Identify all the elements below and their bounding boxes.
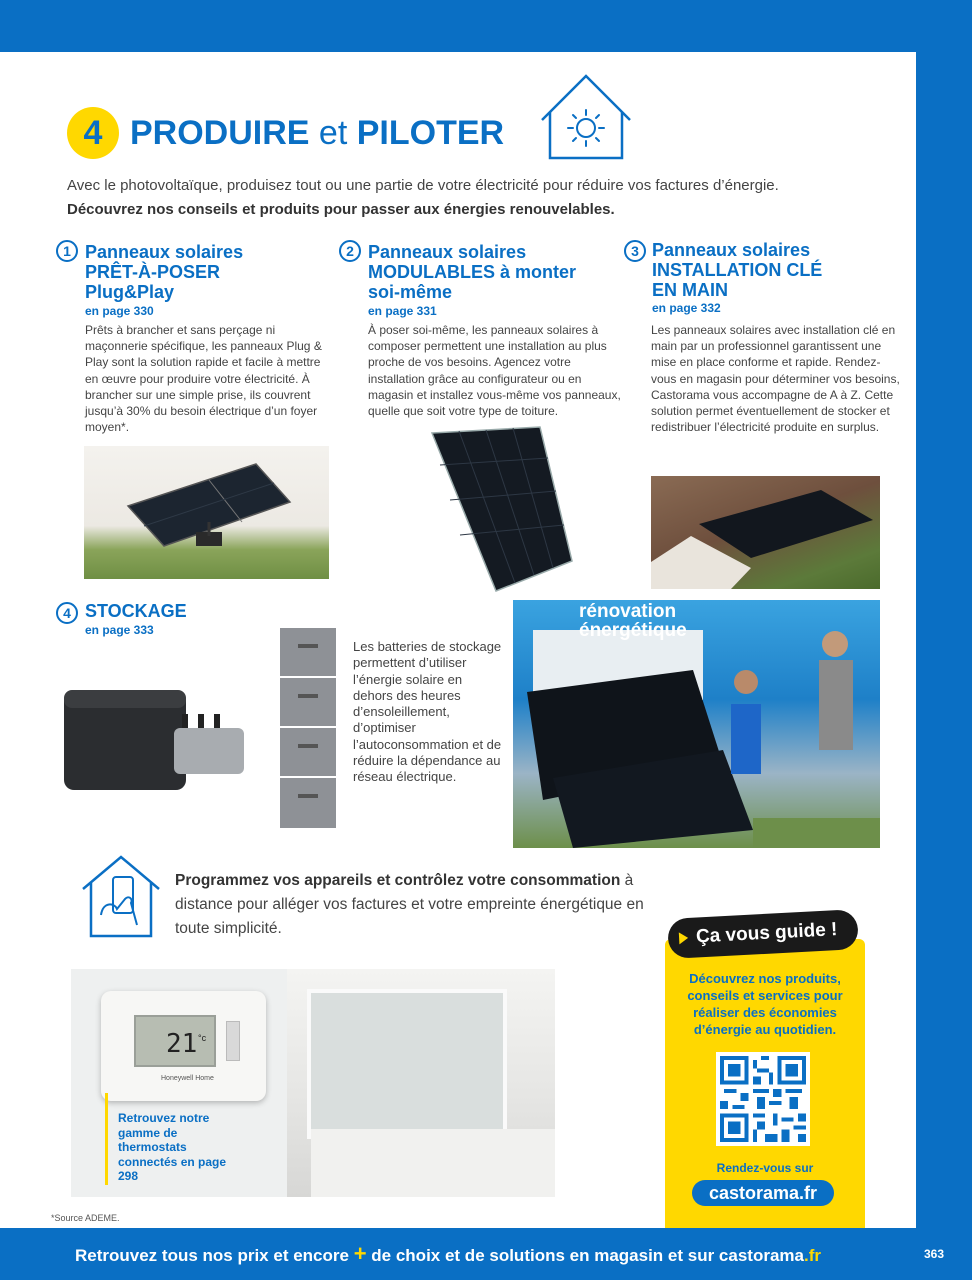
title-piloter: PILOTER bbox=[356, 114, 505, 152]
sofa bbox=[311, 1129, 555, 1197]
section-3-body: Les panneaux solaires avec installation clé en main par un professionnel garantissent une mise en place conforme et rapide. Rendez-vous en magasin pour déterminer vos besoins, Castorama vous accompagne de A à Z. Cette solution permet éventuellement de stocker et redistribuer l’électricité produite en surplus. bbox=[651, 323, 900, 435]
store-scene-illustration bbox=[513, 600, 880, 848]
section-1-page-ref: en page 330 bbox=[85, 304, 154, 318]
section-4-page-ref: en page 333 bbox=[85, 623, 154, 637]
page-number: 363 bbox=[924, 1247, 945, 1261]
thermostat-display: 21 °c bbox=[134, 1015, 216, 1067]
section-2-title: Panneaux solaires MODULABLES à monter soi-même bbox=[368, 242, 577, 302]
thermostat-buttons bbox=[226, 1021, 240, 1061]
qr-code[interactable] bbox=[716, 1052, 810, 1146]
roof-installation-photo bbox=[651, 476, 880, 589]
remote-control-bold: Programmez vos appareils et contrôlez votre consommation bbox=[175, 872, 621, 889]
section-3-page-ref: en page 332 bbox=[652, 301, 721, 315]
section-4-number: 4 bbox=[56, 602, 78, 624]
castorama-link[interactable]: castorama.fr bbox=[692, 1180, 834, 1206]
section-1-title: Panneaux solaires PRÊT-À-POSER Plug&Play bbox=[85, 242, 244, 302]
store-banner-text: rénovation énergétique bbox=[579, 601, 687, 641]
caption-yellow-line bbox=[105, 1093, 108, 1185]
roof-panels-illustration bbox=[651, 476, 880, 589]
intro-bold: Découvrez nos conseils et produits pour passer aux énergies renouvelables. bbox=[67, 201, 615, 218]
title-produire: PRODUIRE bbox=[130, 114, 310, 152]
play-icon bbox=[679, 932, 689, 944]
section-4-title: STOCKAGE bbox=[85, 601, 187, 621]
section-2-body: À poser soi-même, les panneaux solaires à composer permettent une installation au plus proche de vos besoins. Agencez votre installation grâce au configurateur ou en magasin et installez vous-même vos panneaux, quelle que soit votre type de toiture. bbox=[368, 323, 621, 419]
section-3-number: 3 bbox=[624, 240, 646, 262]
plug-and-play-panel-photo bbox=[84, 446, 329, 579]
guide-cta: Rendez-vous sur bbox=[716, 1161, 814, 1175]
section-3-title: Panneaux solaires INSTALLATION CLÉ EN MAIN bbox=[652, 240, 823, 300]
section-1-number: 1 bbox=[56, 240, 78, 262]
page-title bbox=[130, 114, 504, 153]
qr-code-icon bbox=[720, 1056, 806, 1142]
footer-text: Retrouvez tous nos prix et encore + de choix et de solutions en magasin et sur castorama.fr bbox=[75, 1241, 821, 1266]
section-2-number: 2 bbox=[339, 240, 361, 262]
store-advisor-photo bbox=[513, 600, 880, 848]
section-1-body: Prêts à brancher et sans perçage ni maçonnerie spécifique, les panneaux Plug & Play sont la solution rapide et facile à mettre en œuvre pour produire votre électricité. À brancher sur une simple prise, ils couvrent jusqu’à 30% du besoin électrique d’un foyer moyen*. bbox=[85, 323, 322, 435]
source-note: *Source ADEME. bbox=[51, 1213, 120, 1223]
intro-paragraph: Avec le photovoltaïque, produisez tout ou une partie de votre électricité pour réduire vos factures d’énergie. Découvrez nos conseils et produits pour passer aux énergies renouvelables. bbox=[67, 177, 779, 218]
thermostat-caption: Retrouvez notre gamme de thermostats connectés en page 298 bbox=[118, 1111, 227, 1183]
modular-solar-panel-illustration bbox=[420, 425, 576, 595]
step-number-badge: 4 bbox=[67, 107, 119, 159]
room-window bbox=[307, 989, 507, 1139]
storage-battery-inverter-illustration bbox=[60, 684, 255, 794]
top-bar bbox=[0, 0, 972, 52]
plus-icon: + bbox=[353, 1241, 367, 1266]
guide-badge: Ça vous guide ! bbox=[667, 909, 859, 959]
title-connector: et bbox=[318, 114, 348, 152]
battery-stack-illustration bbox=[278, 626, 338, 830]
solar-panel-on-stand-illustration bbox=[84, 446, 329, 579]
guide-text: Découvrez nos produits, conseils et services pour réaliser des économies d’énergie au quotidien. bbox=[687, 971, 843, 1037]
section-4-body: Les batteries de stockage permettent d’utiliser l’énergie solaire en dehors des heures d’ensoleillement, d’optimiser l’autoconsommation et de réduire la dépendance au réseau électrique. bbox=[353, 639, 502, 785]
right-side-bar bbox=[916, 0, 972, 1280]
house-smartphone-icon bbox=[81, 855, 161, 939]
thermostat-device: 21 °c Honeywell Home bbox=[101, 991, 266, 1101]
remote-control-text: Programmez vos appareils et contrôlez votre consommation à distance pour alléger vos factures et votre empreinte énergétique en toute simplicité. bbox=[175, 872, 644, 937]
house-sun-icon bbox=[540, 72, 632, 162]
section-2-page-ref: en page 331 bbox=[368, 304, 437, 318]
